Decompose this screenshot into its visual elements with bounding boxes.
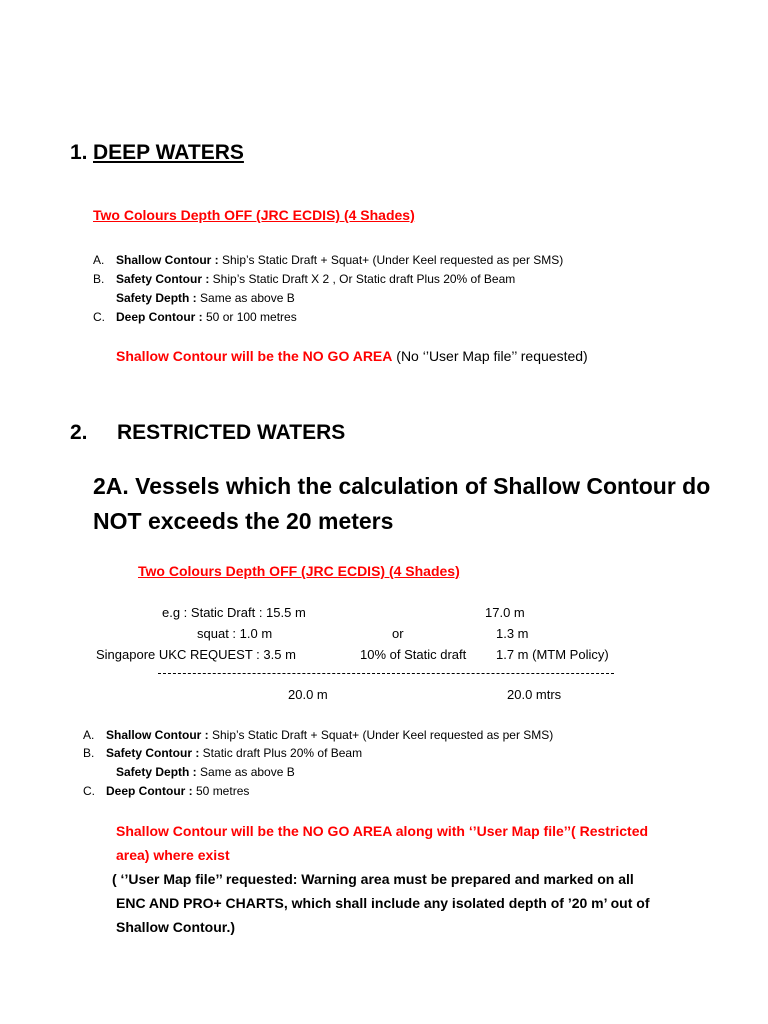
- section1-item-a: Shallow Contour : Ship’s Static Draft + Squat+ (Under Keel requested as per SMS): [116, 253, 564, 267]
- calc-row2-mid: or: [392, 626, 404, 641]
- section2-subheading-line1: 2A. Vessels which the calculation of Shallow Contour do: [93, 473, 711, 499]
- section1-safety-depth: Safety Depth : Same as above B: [116, 291, 295, 305]
- section1-item-c-marker: C.: [93, 310, 105, 324]
- calc-row2-right: 1.3 m: [496, 626, 529, 641]
- section2-item-b-marker: B.: [83, 746, 95, 760]
- section1-title: DEEP WATERS: [93, 141, 244, 164]
- calc-row2-label: squat : 1.0 m: [197, 626, 273, 641]
- section2-note-line3: Shallow Contour.): [116, 919, 235, 935]
- section1-note: Shallow Contour will be the NO GO AREA (No ‘’User Map file’’ requested): [116, 348, 588, 364]
- section1-subtitle: Two Colours Depth OFF (JRC ECDIS) (4 Shades): [93, 207, 415, 223]
- section1-item-b-marker: B.: [93, 272, 105, 286]
- section2-note-line1: ( ‘’User Map file’’ requested: Warning area must be prepared and marked on all: [112, 871, 634, 887]
- calc-row3-label: Singapore UKC REQUEST : 3.5 m: [96, 647, 296, 662]
- calc-row3-right: 1.7 m (MTM Policy): [496, 647, 609, 662]
- calc-row3-mid: 10% of Static draft: [360, 647, 467, 662]
- calc-row1-right: 17.0 m: [485, 605, 525, 620]
- section2-item-a-marker: A.: [83, 728, 95, 742]
- section2-title: RESTRICTED WATERS: [117, 421, 346, 444]
- calc-row1-label: e.g : Static Draft : 15.5 m: [162, 605, 306, 620]
- section2-subheading-line2: NOT exceeds the 20 meters: [93, 508, 394, 534]
- section2-note-red-line2: area) where exist: [116, 847, 230, 863]
- section1-item-a-marker: A.: [93, 253, 105, 267]
- section1-number: 1.: [70, 141, 88, 164]
- section2-note-line2: ENC AND PRO+ CHARTS, which shall include any isolated depth of ’20 m’ out of: [116, 895, 650, 911]
- section2-item-c: Deep Contour : 50 metres: [106, 784, 250, 798]
- section2-safety-depth: Safety Depth : Same as above B: [116, 765, 295, 779]
- section2-item-a: Shallow Contour : Ship’s Static Draft + Squat+ (Under Keel requested as per SMS): [106, 728, 554, 742]
- calc-separator: [158, 673, 614, 674]
- calc-total-left: 20.0 m: [288, 687, 328, 702]
- section1-item-b: Safety Contour : Ship’s Static Draft X 2 , Or Static draft Plus 20% of Beam: [116, 272, 516, 286]
- section2-item-b: Safety Contour : Static draft Plus 20% of Beam: [106, 746, 363, 760]
- section1-item-c: Deep Contour : 50 or 100 metres: [116, 310, 297, 324]
- section2-item-c-marker: C.: [83, 784, 95, 798]
- calc-total-right: 20.0 mtrs: [507, 687, 562, 702]
- section2-note-red-line1: Shallow Contour will be the NO GO AREA along with ‘’User Map file’’( Restricted: [116, 823, 649, 839]
- section2-number: 2.: [70, 421, 88, 444]
- section2-subtitle: Two Colours Depth OFF (JRC ECDIS) (4 Shades): [138, 563, 460, 579]
